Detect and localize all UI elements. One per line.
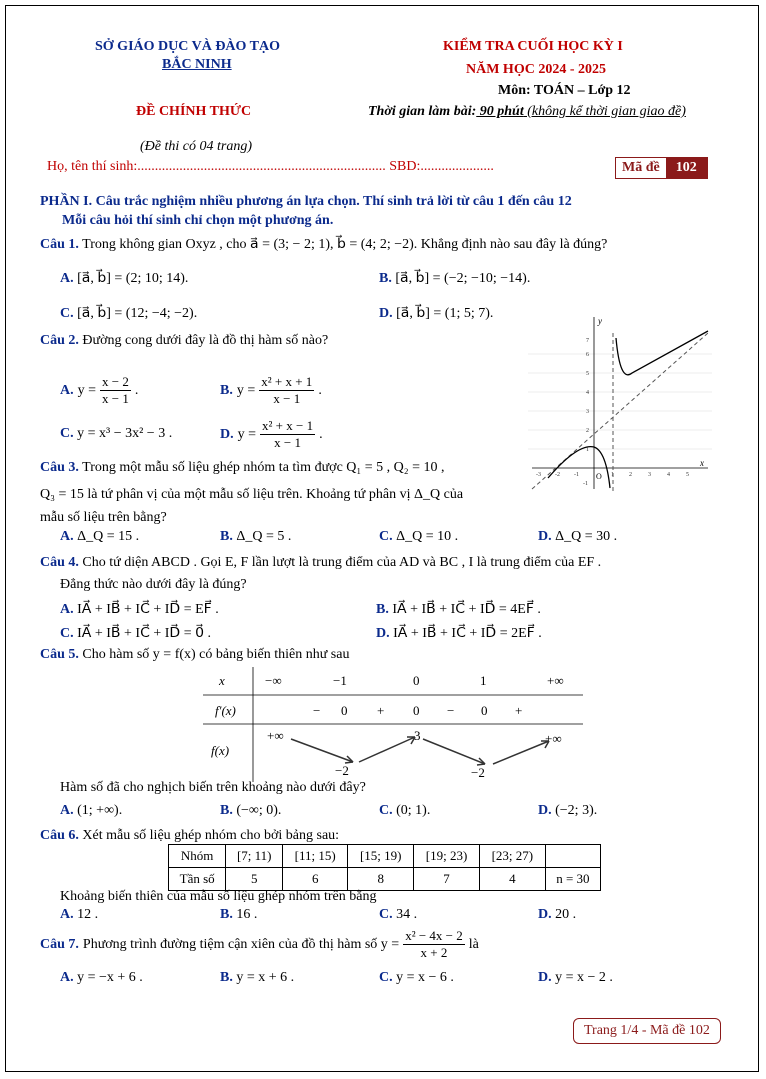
q1-option-a[interactable]: [60, 270, 188, 287]
q6-option-b[interactable]: [220, 907, 257, 923]
question-3: [40, 460, 445, 476]
y-tick-labels: [583, 338, 589, 487]
table-cell: 7: [414, 868, 480, 891]
q4-line1: Cho tứ diện ABCD . Gọi E, F lần lượt là trung điểm của AD và BC , I là trung điểm của EF .: [78, 555, 602, 570]
table-cell: [23; 27): [479, 845, 545, 868]
x-tick-3: 3: [648, 472, 651, 478]
option-letter: D.: [376, 626, 390, 641]
numerator: x² − 4x − 2: [405, 928, 463, 943]
q6-option-c[interactable]: [379, 907, 417, 923]
time-note: (không kể thời gian giao đề): [523, 104, 686, 119]
option-text: y = x³ − 3x² − 3 .: [77, 426, 173, 441]
question-4: [40, 555, 601, 571]
table-cell: [7; 11): [226, 845, 283, 868]
option-text: y = x + 6 .: [236, 970, 295, 985]
vt-fp-2: +: [377, 703, 385, 718]
option-letter: A.: [60, 529, 74, 544]
option-text: [a⃗, b⃗] = (2; 10; 14).: [77, 271, 189, 286]
x-tick-2: 2: [629, 472, 632, 478]
option-text: [a⃗, b⃗] = (1; 5; 7).: [396, 306, 494, 321]
q3-line1: Trong một mẫu số liệu ghép nhóm ta tìm được Q₁ = 5 , Q₂ = 10 ,: [78, 460, 445, 475]
question-6: [40, 828, 339, 844]
vt-f-4: +∞: [545, 731, 562, 746]
option-text: y = x − 2 .: [555, 970, 613, 985]
header-subject: Môn: TOÁN – Lớp 12: [498, 83, 631, 98]
vt-x-label: x: [219, 673, 225, 688]
q3-number: Câu 3.: [40, 460, 79, 475]
part1-title: PHẦN I. Câu trắc nghiệm nhiều phương án lựa chọn. Thí sinh trả lời từ câu 1 đến câu 12: [40, 194, 572, 209]
vt-f-0: +∞: [267, 728, 284, 743]
vt-x-2: 0: [413, 673, 420, 688]
q5-question: Hàm số đã cho nghịch biến trên khoảng nào dưới đây?: [60, 780, 366, 795]
option-lhs: y =: [237, 426, 257, 442]
left-branch: [548, 447, 610, 488]
x-tick-4: 4: [667, 472, 670, 478]
q4-option-d[interactable]: [376, 625, 542, 642]
option-letter: C.: [379, 803, 393, 818]
vt-f-label: f(x): [211, 743, 230, 758]
q4-option-c[interactable]: [60, 625, 211, 642]
option-letter: D.: [538, 529, 552, 544]
table-cell: [19; 23): [414, 845, 480, 868]
q2-number: Câu 2.: [40, 333, 79, 348]
vt-arrow-down-2: [423, 739, 485, 764]
numerator: x − 2: [102, 374, 129, 389]
option-letter: A.: [60, 271, 74, 286]
exam-code-box: [615, 157, 708, 179]
exam-code-value: 102: [666, 158, 707, 178]
vt-arrow-up-2: [493, 741, 549, 764]
table-cell: Nhóm: [169, 845, 226, 868]
right-branch: [616, 331, 708, 375]
q5-text: Cho hàm số y = f(x) có bảng biến thiên như sau: [78, 647, 350, 662]
option-text: y = x − 6 .: [396, 970, 454, 985]
x-tick-neg2: -2: [555, 472, 560, 478]
option-letter: B.: [220, 529, 233, 544]
option-letter: C.: [379, 529, 393, 544]
vt-fp-1: 0: [341, 703, 348, 718]
q5-option-d[interactable]: [538, 803, 597, 819]
option-text: 20 .: [555, 907, 577, 922]
q7-tail: là: [468, 936, 479, 952]
option-letter: C.: [60, 306, 74, 321]
header-province: BẮC NINH: [162, 57, 232, 72]
q6-question: Khoảng biến thiên của mẫu số liệu ghép nhóm trên bằng: [60, 889, 377, 904]
q5-option-c[interactable]: [379, 803, 430, 819]
q5-option-a[interactable]: [60, 803, 122, 819]
q5-number: Câu 5.: [40, 647, 79, 662]
table-cell: [11; 15): [283, 845, 348, 868]
part1-subtitle: Mỗi câu hỏi thí sinh chỉ chọn một phương án.: [62, 213, 334, 228]
option-text: [a⃗, b⃗] = (12; −4; −2).: [77, 306, 198, 321]
option-text: Δ_Q = 30 .: [555, 529, 618, 544]
denominator: x − 1: [273, 391, 301, 406]
q1-number: Câu 1.: [40, 237, 79, 252]
option-text: IA⃗ + IB⃗ + IC⃗ + ID⃗ = 2EF⃗ .: [393, 626, 542, 641]
option-letter: D.: [538, 970, 552, 985]
table-row: [169, 868, 601, 891]
y-tick-6: 6: [586, 352, 589, 358]
fraction: [260, 418, 315, 451]
x-tick-1: 1: [611, 472, 614, 478]
numerator: x² + x + 1: [261, 374, 313, 389]
option-letter: A.: [60, 907, 74, 922]
q3-line2: Q₃ = 15 là tứ phân vị của một mẫu số liệu trên. Khoảng tứ phân vị Δ_Q của: [40, 487, 464, 502]
option-lhs: y =: [236, 382, 256, 398]
q4-number: Câu 4.: [40, 555, 79, 570]
option-letter: A.: [60, 970, 74, 985]
option-text: 12 .: [77, 907, 99, 922]
student-info-line: Họ, tên thí sinh:....................................................................... SBD:.....................: [47, 159, 494, 174]
function-graph: [528, 313, 712, 493]
denominator: x + 2: [420, 945, 448, 960]
option-letter: B.: [220, 803, 233, 818]
y-tick-1: 1: [586, 447, 589, 453]
vt-f-2: 3: [414, 728, 421, 743]
header-school-year: NĂM HỌC 2024 - 2025: [466, 62, 606, 77]
option-text: Δ_Q = 5 .: [236, 529, 292, 544]
q5-option-b[interactable]: [220, 803, 281, 819]
vt-arrow-up-1: [359, 737, 415, 762]
table-cell: 4: [479, 868, 545, 891]
vt-x-3: 1: [480, 673, 487, 688]
q7-text: Phương trình đường tiệm cận xiên của đồ thị hàm số y =: [82, 936, 400, 952]
option-text: 16 .: [236, 907, 258, 922]
q7-number: Câu 7.: [40, 936, 79, 952]
vt-x-4: +∞: [547, 673, 564, 688]
vt-arrowhead-3b: [477, 764, 485, 765]
y-tick-5: 5: [586, 371, 589, 377]
q1-option-d[interactable]: [379, 305, 493, 322]
option-letter: B.: [220, 382, 233, 398]
option-text: IA⃗ + IB⃗ + IC⃗ + ID⃗ = 4EF⃗ .: [392, 602, 541, 617]
q2-option-a[interactable]: A. y = $\frac{x - 2}{x - 1}$ .: [60, 374, 139, 406]
table-cell: 5: [226, 868, 283, 891]
y-axis-label: y: [598, 316, 602, 326]
q7-option-a[interactable]: [60, 970, 143, 986]
vt-fp-0: −: [313, 703, 321, 718]
q3-option-c[interactable]: [379, 529, 458, 545]
option-text: (1; +∞).: [77, 803, 123, 818]
origin-label: O: [596, 472, 602, 481]
x-tick-labels: [536, 472, 689, 478]
vt-fp-label: f′(x): [215, 703, 236, 718]
option-text: (−∞; 0).: [236, 803, 282, 818]
table-cell: 6: [283, 868, 348, 891]
option-letter: A.: [60, 602, 74, 617]
question-5: [40, 647, 349, 663]
y-tick-3: 3: [586, 409, 589, 415]
q7-option-c[interactable]: [379, 970, 454, 986]
denominator: x − 1: [102, 391, 129, 406]
option-text: [a⃗, b⃗] = (−2; −10; −14).: [395, 271, 531, 286]
variation-table: [203, 667, 583, 782]
q6-option-a[interactable]: [60, 907, 98, 923]
q4-option-a[interactable]: [60, 601, 219, 618]
option-letter: C.: [379, 907, 393, 922]
table-cell: [545, 845, 600, 868]
page-footer: Trang 1/4 - Mã đề 102: [573, 1018, 721, 1044]
header-pages: (Đề thi có 04 trang): [140, 139, 252, 154]
option-text: (0; 1).: [396, 803, 431, 818]
table-cell: [15; 19): [348, 845, 414, 868]
q3-option-b[interactable]: [220, 529, 291, 545]
y-tick-7: 7: [586, 338, 589, 344]
q7-option-d[interactable]: [538, 970, 613, 986]
option-letter: A.: [60, 803, 74, 818]
header-time: [368, 104, 686, 120]
q2-option-b[interactable]: B. y = $\frac{\text{x² + x + 1}}{x - 1}$ .: [220, 374, 322, 406]
y-tick-4: 4: [586, 390, 589, 396]
x-tick-5: 5: [686, 472, 689, 478]
q3-line3: mẫu số liệu trên bằng?: [40, 510, 167, 525]
x-axis-label: x: [700, 458, 704, 468]
y-tick-neg1: -1: [583, 481, 588, 487]
q2-option-d[interactable]: D. y = $\frac{\text{x² + x − 1}}{x - 1}$ .: [220, 418, 323, 450]
option-letter: B.: [376, 602, 389, 617]
option-letter: B.: [220, 970, 233, 985]
vt-arrowhead-1b: [345, 762, 353, 763]
vt-x-1: −1: [333, 673, 347, 688]
numerator: x² + x − 1: [262, 418, 314, 433]
option-letter: B.: [379, 271, 392, 286]
q4-option-b[interactable]: [376, 601, 541, 618]
q3-option-d[interactable]: [538, 529, 617, 545]
q6-number: Câu 6.: [40, 828, 79, 843]
option-text: IA⃗ + IB⃗ + IC⃗ + ID⃗ = EF⃗ .: [77, 602, 219, 617]
header-exam-title: KIỂM TRA CUỐI HỌC KỲ I: [443, 39, 623, 54]
vt-f-3: −2: [471, 765, 485, 780]
option-lhs: y =: [77, 382, 97, 398]
exam-code-label: Mã đề: [622, 160, 660, 175]
header-official: ĐỀ CHÍNH THỨC: [136, 104, 252, 119]
table-cell: Tần số: [169, 868, 226, 891]
option-letter: C.: [60, 626, 74, 641]
option-text: (−2; 3).: [555, 803, 598, 818]
time-label: Thời gian làm bài:: [368, 104, 477, 119]
fraction: [259, 374, 314, 407]
question-7: [40, 928, 479, 961]
vt-x-0: −∞: [265, 673, 282, 688]
q4-line2: Đẳng thức nào dưới đây là đúng?: [60, 577, 247, 592]
option-text: Δ_Q = 10 .: [396, 529, 459, 544]
vt-fp-4: −: [447, 703, 455, 718]
option-text: y = −x + 6 .: [77, 970, 143, 985]
option-text: 34 .: [396, 907, 418, 922]
question-2: [40, 333, 328, 349]
option-letter: A.: [60, 382, 74, 398]
question-1: [40, 236, 607, 253]
q1-option-c[interactable]: [60, 305, 197, 322]
q6-text: Xét mẫu số liệu ghép nhóm cho bởi bảng sau:: [78, 828, 340, 843]
q1-text: Trong không gian Oxyz , cho a⃗ = (3; − 2; 1), b⃗ = (4; 2; −2). Khẳng định nào sau đây là đúng?: [78, 237, 608, 252]
vt-fp-6: +: [515, 703, 523, 718]
fraction: [100, 374, 131, 407]
fraction: [403, 928, 465, 961]
vt-fp-3: 0: [413, 703, 420, 718]
table-cell: n = 30: [545, 868, 600, 891]
x-tick-neg3: -3: [536, 472, 541, 478]
option-letter: D.: [220, 426, 234, 442]
time-value: 90 phút: [476, 104, 524, 119]
option-letter: C.: [60, 426, 74, 441]
header-department: SỞ GIÁO DỤC VÀ ĐÀO TẠO: [95, 39, 281, 54]
vt-f-1: −2: [335, 763, 349, 778]
option-letter: C.: [379, 970, 393, 985]
q7-option-b[interactable]: [220, 970, 294, 986]
denominator: x − 1: [274, 435, 301, 450]
q2-text: Đường cong dưới đây là đồ thị hàm số nào?: [78, 333, 329, 348]
graph-grid: [528, 354, 712, 449]
option-letter: D.: [538, 803, 552, 818]
option-letter: D.: [379, 306, 393, 321]
q3-option-a[interactable]: [60, 529, 139, 545]
y-tick-2: 2: [586, 428, 589, 434]
table-cell: 8: [348, 868, 414, 891]
vt-arrow-down-1: [291, 739, 353, 762]
option-text: Δ_Q = 15 .: [77, 529, 140, 544]
option-text: IA⃗ + IB⃗ + IC⃗ + ID⃗ = 0⃗ .: [77, 626, 211, 641]
option-letter: D.: [538, 907, 552, 922]
q6-option-d[interactable]: [538, 907, 576, 923]
table-row: [169, 845, 601, 868]
q1-option-b[interactable]: [379, 270, 530, 287]
x-tick-neg1: -1: [574, 472, 579, 478]
vt-fp-5: 0: [481, 703, 488, 718]
q2-option-c[interactable]: [60, 426, 172, 442]
option-letter: B.: [220, 907, 233, 922]
q6-frequency-table: [168, 844, 601, 891]
